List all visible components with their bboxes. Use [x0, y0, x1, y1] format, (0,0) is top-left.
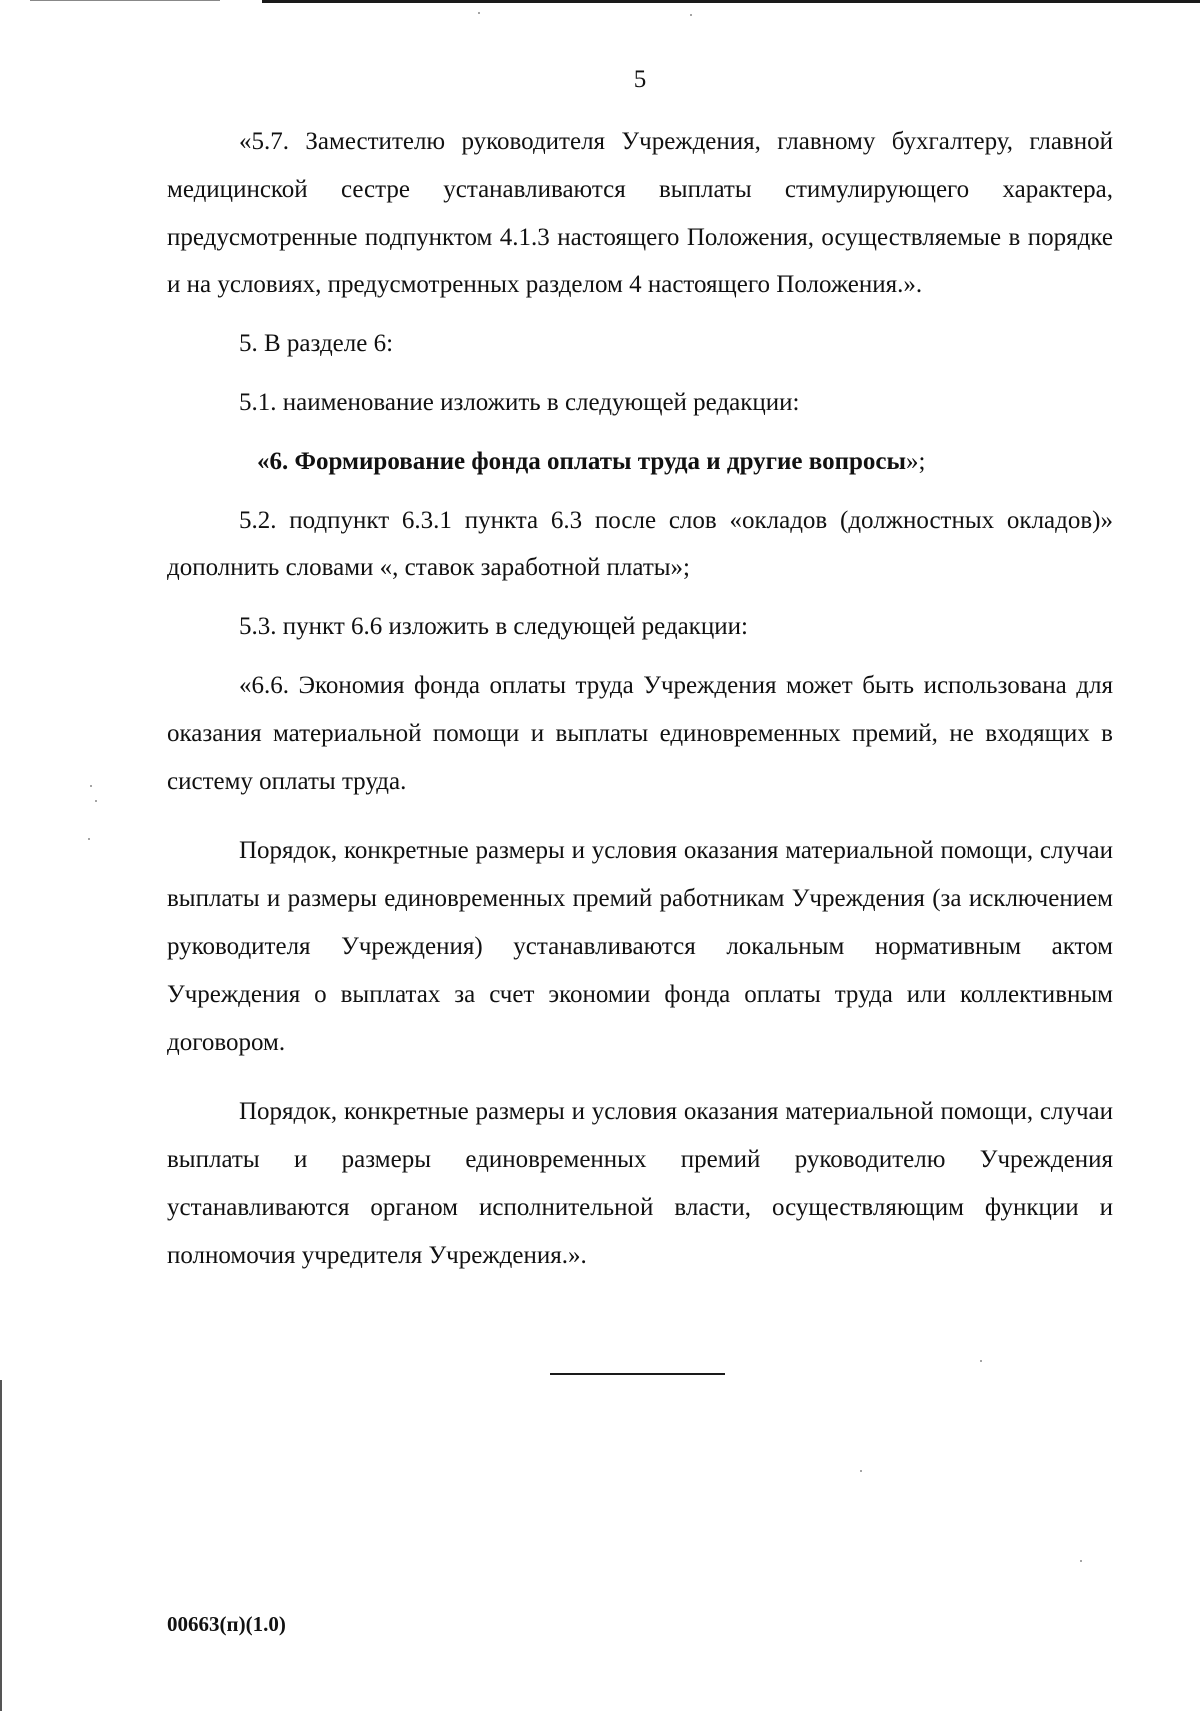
page-number: 5: [633, 66, 647, 93]
scan-speck: [1080, 1560, 1082, 1562]
paragraph-section-5: 5. В разделе 6:: [239, 330, 394, 358]
document-code: 00663(п)(1.0): [167, 1612, 286, 1636]
paragraph-5-3: 5.3. пункт 6.6 изложить в следующей редакции:: [239, 613, 748, 641]
scan-top-edge-left: [30, 0, 220, 1]
scan-speck: [980, 1360, 982, 1362]
paragraph-6-6: «6.6. Экономия фонда оплаты труда Учреждения может быть использована для оказания материальной помощи и выплаты единовременных премий, не входящих в систему оплаты труда.: [167, 671, 1113, 795]
scan-speck: [690, 14, 692, 16]
paragraph-5-7: «5.7. Заместителю руководителя Учреждения, главному бухгалтеру, главной медицинской сестре устанавливаются выплаты стимулирующего характера, предусмотренные подпунктом 4.1.3 настоящего Положения, осуществляемые в порядке и на условиях, предусмотренных разделом 4 настоящего Положения.».: [167, 128, 1113, 299]
scan-speck: [478, 12, 480, 14]
scan-speck: [860, 1470, 862, 1472]
heading-open-quote: «: [257, 447, 270, 475]
scan-speck: [95, 800, 97, 802]
section-heading: [167, 438, 1113, 486]
document-body: [167, 118, 1113, 1280]
scan-top-edge: [262, 0, 1200, 3]
paragraph-order-employees: Порядок, конкретные размеры и условия оказания материальной помощи, случаи выплаты и размеры единовременных премий работникам Учреждения (за исключением руководителя Учреждения) устанавливаются локальным нормативным актом Учреждения о выплатах за счет экономии фонда оплаты труда или коллективным договором.: [167, 837, 1113, 1056]
paragraph-order-head: Порядок, конкретные размеры и условия оказания материальной помощи, случаи выплаты и размеры единовременных премий руководителю Учреждения устанавливаются органом исполнительной власти, осуществляющим функции и полномочия учредителя Учреждения.».: [167, 1098, 1113, 1269]
heading-title: 6. Формирование фонда оплаты труда и другие вопросы: [269, 447, 907, 475]
scan-speck: [90, 785, 92, 787]
paragraph-5-1: 5.1. наименование изложить в следующей редакции:: [239, 388, 800, 416]
heading-close-quote: »;: [906, 447, 926, 475]
paragraph-5-2: 5.2. подпункт 6.3.1 пункта 6.3 после слов «окладов (должностных окладов)» дополнить словами «, ставок заработной платы»;: [167, 506, 1113, 582]
end-of-text-rule: [550, 1373, 725, 1375]
scan-speck: [88, 838, 90, 840]
scan-left-edge: [0, 1380, 2, 1711]
